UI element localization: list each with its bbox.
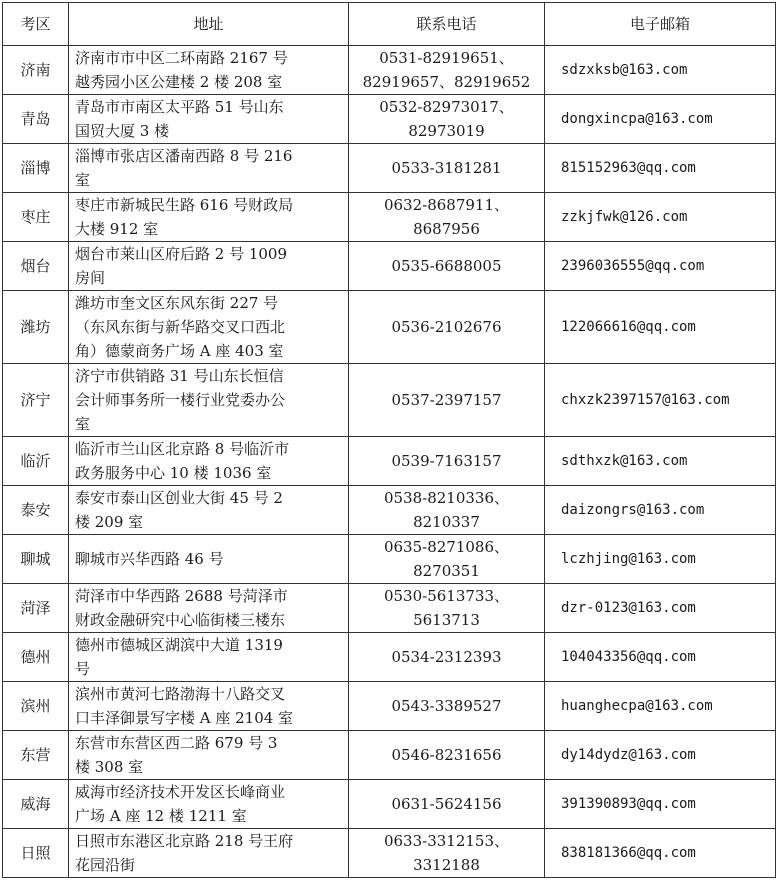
address-line: 角）德蒙商务广场 A 座 403 室 (75, 342, 284, 360)
table-row (3, 46, 776, 95)
address-cell (69, 242, 349, 291)
address-line: 菏泽市中华西路 2688 号菏泽市 (75, 587, 288, 605)
address-line: 德州市德城区湖滨中大道 1319 (75, 636, 283, 654)
phone-cell (349, 633, 545, 682)
address-line: 号 (75, 660, 91, 678)
address-line: 聊城市兴华西路 46 号 (75, 550, 224, 568)
region-cell: 德州 (3, 633, 69, 682)
address-cell (69, 193, 349, 242)
email-cell: 2396036555@qq.com (545, 242, 776, 291)
email-cell: daizongrs@163.com (545, 486, 776, 535)
phone-cell (349, 780, 545, 829)
address-line: 口丰泽御景写字楼 A 座 2104 室 (75, 709, 294, 727)
phone-line: 5613713 (413, 611, 480, 629)
address-cell (69, 364, 349, 437)
address-cell (69, 95, 349, 144)
phone-line: 0533-3181281 (391, 159, 502, 177)
address-line: 青岛市市南区太平路 51 号山东 (75, 98, 284, 116)
address-line: 滨州市黄河七路渤海十八路交叉 (75, 685, 286, 703)
address-cell (69, 46, 349, 95)
phone-line: 0631-5624156 (391, 795, 502, 813)
email-cell: 815152963@qq.com (545, 144, 776, 193)
email-cell: chxzk2397157@163.com (545, 364, 776, 437)
address-line: 潍坊市奎文区东风东街 227 号 (75, 294, 279, 312)
address-line: 广场 A 座 12 楼 1211 室 (75, 807, 247, 825)
table-row (3, 437, 776, 486)
email-cell: sdzxksb@163.com (545, 46, 776, 95)
address-line: 室 (75, 171, 91, 189)
address-line: 淄博市张店区潘南西路 8 号 216 (75, 147, 293, 165)
email-cell: dzr-0123@163.com (545, 584, 776, 633)
address-cell (69, 144, 349, 193)
table-row (3, 144, 776, 193)
phone-cell (349, 486, 545, 535)
phone-cell (349, 193, 545, 242)
region-cell: 淄博 (3, 144, 69, 193)
address-line: 楼 308 室 (75, 758, 144, 776)
phone-line: 0535-6688005 (391, 257, 502, 275)
address-line: 临沂市兰山区北京路 8 号临沂市 (75, 440, 290, 458)
address-line: 会计师事务所一楼行业党委办公 (75, 391, 286, 409)
table-row (3, 486, 776, 535)
phone-line: 82919657、82919652 (362, 73, 531, 91)
table-row (3, 242, 776, 291)
address-line: 国贸大厦 3 楼 (75, 122, 170, 140)
phone-cell (349, 437, 545, 486)
region-cell: 临沂 (3, 437, 69, 486)
region-cell: 威海 (3, 780, 69, 829)
region-cell: 济南 (3, 46, 69, 95)
address-cell (69, 584, 349, 633)
email-cell: dongxincpa@163.com (545, 95, 776, 144)
region-cell: 菏泽 (3, 584, 69, 633)
address-line: 财政金融研究中心临街楼三楼东 (75, 611, 286, 629)
phone-line: 0632-8687911、 (383, 196, 510, 214)
region-cell: 济宁 (3, 364, 69, 437)
email-cell: 104043356@qq.com (545, 633, 776, 682)
email-cell: lczhjing@163.com (545, 535, 776, 584)
phone-line: 8270351 (413, 562, 480, 580)
region-cell: 烟台 (3, 242, 69, 291)
address-line: 越秀园小区公建楼 2 楼 208 室 (75, 73, 283, 91)
region-cell: 聊城 (3, 535, 69, 584)
phone-line: 0539-7163157 (391, 452, 502, 470)
phone-cell (349, 682, 545, 731)
phone-line: 3312188 (413, 856, 480, 874)
phone-line: 82973019 (408, 122, 485, 140)
phone-line: 0536-2102676 (391, 318, 502, 336)
phone-line: 0635-8271086、 (383, 538, 510, 556)
header-address: 地址 (69, 3, 349, 46)
phone-line: 8210337 (413, 513, 480, 531)
address-line: 枣庄市新城民生路 616 号财政局 (75, 196, 294, 214)
address-line: 房间 (75, 269, 106, 287)
phone-cell (349, 829, 545, 878)
phone-line: 0537-2397157 (391, 391, 502, 409)
address-line: （东风东街与新华路交叉口西北 (75, 318, 286, 336)
phone-line: 8687956 (413, 220, 480, 238)
phone-cell (349, 731, 545, 780)
email-cell: dy14dydz@163.com (545, 731, 776, 780)
address-cell (69, 731, 349, 780)
address-cell (69, 633, 349, 682)
table-header-row (3, 3, 776, 46)
phone-cell (349, 95, 545, 144)
phone-line: 0532-82973017、 (379, 98, 514, 116)
email-cell: sdthxzk@163.com (545, 437, 776, 486)
phone-cell (349, 364, 545, 437)
address-cell (69, 682, 349, 731)
phone-cell (349, 584, 545, 633)
address-line: 楼 209 室 (75, 513, 144, 531)
phone-cell (349, 291, 545, 364)
header-region: 考区 (3, 3, 69, 46)
address-line: 花园沿街 (75, 856, 136, 874)
table-row (3, 633, 776, 682)
address-cell (69, 829, 349, 878)
email-cell: zzkjfwk@126.com (545, 193, 776, 242)
phone-line: 0543-3389527 (391, 697, 502, 715)
address-cell (69, 437, 349, 486)
address-line: 日照市东港区北京路 218 号王府 (75, 832, 294, 850)
region-cell: 潍坊 (3, 291, 69, 364)
table-body (3, 46, 776, 878)
region-cell: 泰安 (3, 486, 69, 535)
header-phone: 联系电话 (349, 3, 545, 46)
region-cell: 滨州 (3, 682, 69, 731)
address-line: 泰安市泰山区创业大街 45 号 2 (75, 489, 283, 507)
region-cell: 青岛 (3, 95, 69, 144)
region-cell: 东营 (3, 731, 69, 780)
phone-cell (349, 46, 545, 95)
phone-line: 0531-82919651、 (379, 49, 514, 67)
address-line: 大楼 912 室 (75, 220, 159, 238)
table-row (3, 780, 776, 829)
table-row (3, 291, 776, 364)
phone-line: 0546-8231656 (391, 746, 502, 764)
phone-cell (349, 535, 545, 584)
address-line: 威海市经济技术开发区长峰商业 (75, 783, 286, 801)
exam-office-table (2, 2, 776, 878)
address-line: 东营市东营区西二路 679 号 3 (75, 734, 278, 752)
email-cell: 838181366@qq.com (545, 829, 776, 878)
email-cell: 122066616@qq.com (545, 291, 776, 364)
phone-line: 0633-3312153、 (383, 832, 510, 850)
address-line: 室 (75, 415, 91, 433)
phone-line: 0538-8210336、 (383, 489, 510, 507)
table-row (3, 364, 776, 437)
phone-line: 0530-5613733、 (383, 587, 510, 605)
table-row (3, 731, 776, 780)
table-row (3, 193, 776, 242)
table-row (3, 95, 776, 144)
region-cell: 枣庄 (3, 193, 69, 242)
phone-cell (349, 242, 545, 291)
address-line: 政务服务中心 10 楼 1036 室 (75, 464, 272, 482)
address-line: 济宁市供销路 31 号山东长恒信 (75, 367, 284, 385)
phone-cell (349, 144, 545, 193)
address-line: 烟台市莱山区府后路 2 号 1009 (75, 245, 288, 263)
table-row (3, 535, 776, 584)
table-row (3, 829, 776, 878)
table-row (3, 682, 776, 731)
region-cell: 日照 (3, 829, 69, 878)
address-cell (69, 486, 349, 535)
address-cell (69, 780, 349, 829)
address-cell (69, 535, 349, 584)
header-email: 电子邮箱 (545, 3, 776, 46)
address-line: 济南市市中区二环南路 2167 号 (75, 49, 288, 67)
table-row (3, 584, 776, 633)
email-cell: huanghecpa@163.com (545, 682, 776, 731)
address-cell (69, 291, 349, 364)
phone-line: 0534-2312393 (391, 648, 502, 666)
email-cell: 391390893@qq.com (545, 780, 776, 829)
